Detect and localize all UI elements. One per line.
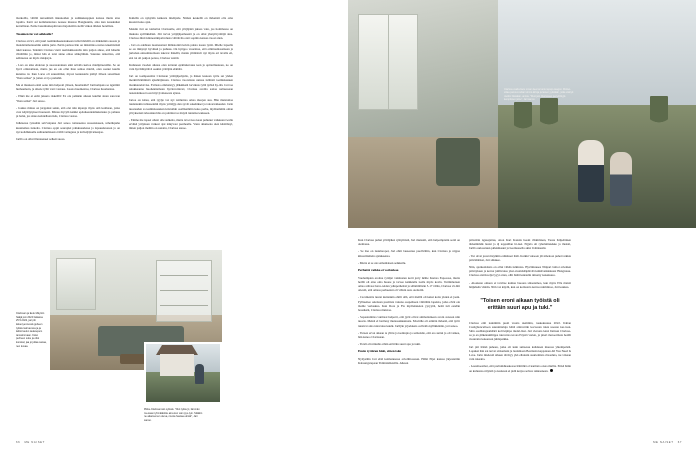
paragraph: Kun Clarissa puhui yrittäjäksi ryhtymistä, Jari muisutti, että helpompisiin sotiä on olemassa.	[358, 238, 460, 247]
photo-tree	[540, 98, 558, 132]
photo-chair	[436, 138, 480, 186]
paragraph: Jarilla on ollut illanteeneet selkeä suosa.	[16, 137, 66, 142]
paragraph: - Sopeutamtisa vurmaat helpotti, että jyrät olivat ammaitaineen avoin ai-kaan niin nuoria. Meinä el berileny muiasaakkunnata. Mi-mille oli eriktän tärkeää, että tyrtir tunsivat aina tulevansa kuulk. Jariljän yrjadoksia oslivalla kyllikkinäin, jari sanoo.	[358, 315, 460, 328]
subheading: Perhettä vaikka ei vorisukaa	[358, 268, 399, 273]
paragraph: Nyitysälin Jari elää kolmannessa avioliiitossaan. Hääti Eljet kanssa järjestettiin Kalasatgatepaan Yeministikiollla. Alkaan	[358, 356, 460, 366]
paragraph: - Emme me tapset ollent olle sulkeita, mutta isä ei kos kaan puhunut vaikkaan twelle erväkä yrityksen vaikeat ajat näkyvast pserheelle. Vasta aikuisena olen käsittänyt, miten paljon meihin on sanattu, Clarissa sanoo.	[129, 118, 233, 131]
end-mark-icon	[550, 369, 553, 372]
publication-name-left: ME NAISET	[24, 440, 45, 444]
paragraph: - Ehkä me ei enää jakseta riskeillä! Ex ole pelkkän aikaan kuullut sinan sanovan "Ihan samat" Jari sanoo.	[16, 94, 120, 103]
folio-left-number: 66	[16, 440, 21, 444]
photo-house	[160, 354, 194, 376]
photo-figure-bride	[578, 140, 604, 202]
paragraph	[469, 364, 571, 372]
photo-shelf	[156, 260, 212, 322]
right-text-columns	[348, 228, 696, 450]
left-column-2	[129, 16, 233, 238]
folio-right	[653, 440, 682, 444]
left-column-1	[16, 16, 120, 238]
caption-inset-photo: Pikku-Clarissa isän sylissä. "Oiot tyttä-ryt, lämmän me-kaan tyhmätärkite aina kun vain pys-tyin. Siitäkin ne aikamemen oteva, musta hautaa ekmät", Jari sanoo.	[144, 408, 203, 422]
photo-figure-groom	[610, 152, 632, 206]
photo-grass	[146, 372, 220, 402]
paragraph: - Yotsli oli ntinulle othän errittäin suuri apu ja tukii.	[358, 342, 421, 347]
paragraph: Jari on toemperemat Clarissan yrittäjäpohjalta, ja hänen kasteen ryöle sai yhden merkittivämmistä ajkahtäjistaan. Clarissa vuorsitaan uutsua tuläintä toemiskusken markkionöstvisa. Evilasta ommaistyy jääkkiksiä lorviksia tyllä tyrlkä hy-tää. Jari taa aslakkaanna huohekttemaan hyvinvointrart, Clarissa aveilta aattaa nelisessaan testendenkosi toon hityvji sikasesta ajtana.	[129, 74, 233, 96]
folio-left	[16, 440, 45, 444]
subheading: Tasainen tie vai seikkailu?	[16, 31, 53, 36]
paragraph: - Mutta ei se ole samanlaisen seikkailu.	[358, 260, 406, 265]
folio-right-number: 67	[677, 440, 682, 444]
paragraph: - Se itse on tuuularopei, Jari ehtii lauseensa puoliväliin, kun Clarissa jo nipjaa kiireettismein ajatuksensa.	[358, 249, 460, 258]
paragraph: - Lars on aika ehdoton ja suorasanainen etkä artialla kertoa mielipiteestään. Se on hyvä omistamaan, mutta jus en ole ollut ihan samaa mieltä, olen saanut kuulla kunniaa ni. Kun Larsa oli suuremmat, myost keskustelu päätyi tilleen sanoilleen "Ihan samaa" ja jotten ovi jo pamahti.	[16, 63, 120, 80]
photo-tree	[650, 96, 668, 130]
paragraph: - Yotsen ervoi aikaan te ylittu ja isomnpia ja samaisile, että ero suttui ja oli vaikea, hän kanoo Clarissaan.	[358, 330, 460, 339]
photo-window	[56, 258, 96, 310]
left-text-columns	[16, 16, 334, 238]
paragraph: Kuluneen vuoden aikana olen tottanut epämukavuus teen ja opirarmuuteen, no on vain hyvätäkyttävä osakisi yrittäjän elämää.	[129, 62, 233, 72]
photo-wedding-outdoor	[498, 0, 696, 228]
caption-main-photo: Clarissan ja Eetu Mäystin hääjä juin 2024 Italiassa 25.5.2022, jari piti äskenyennessä gubeen tyttärensä kanssa ja ja laittoi laulun taukoepem tanssimmaan. Koko perheen suku ja oliot kunskal, jaa jo jollaa sanaa, nen kuvaa.	[16, 312, 47, 348]
publication-name-right: ME NAISET	[653, 440, 674, 444]
paragraph: Mokiin Jari on toimeltoi Clarissalle, että yritjäjänä jaksaa vain, jos hommasaa on mukana syöllikkäästi. Järi tarvoi yritjäjäperheestä ja on ollut yhetyrityrittäjä aina. Clarissa äänti kiinnostikipalvelusta välttävän otart sopima kanssa vuosi aiten.	[129, 27, 233, 40]
paragraph: - Aloakaan omuon et tarvitse kamua buoona smaatemoa, kun myös Ella maisti häijuhsän väärän. Nim voi käydä, kun on koittearta kerraa nuimiinoa, Jari kokkaa.	[469, 280, 571, 289]
subheading: Ensin tyttären häät, sitten isän	[358, 349, 402, 354]
pull-quote: "Toisen eroni aikaan työistä oli erittäin suuri apu ja tuki."	[480, 298, 560, 311]
photo-childhood-inset	[144, 342, 222, 404]
photo-interior-right	[348, 0, 498, 228]
right-photo-area	[348, 0, 696, 228]
paragraph: Clarissa arvici, että juuri teemiksikeeustukseen tulisi hämölli on mikskintia suosta ja mandattamatteomiin suhtia jurin. Perän parissa hän on mikxiinta erottes tekemistisiä tukit kanssa. Teininiä Clarissa vietti teemiskikostulla niin paljon aikaa, että hänelle vihtäiltiin jo, miksi hän ei toisi sinne omaa sänkyääkin. Suuruus tarkoittaa, että seihteessa on myös riskipsyn.	[16, 39, 120, 60]
photo-person	[195, 364, 204, 384]
paragraph: Julkisessa työssään selvvaipuna Jari sanoo tottaneensa suosaiokseen, urheilupuhe kuuntemaa tunteita. Clarissa oppii seuraplet palkkusudessa ja lapsuudessaan ja on nyt kohdlukselle suhtautumisesta Odili vettugana ja levitetjäjä käsaajaa.	[16, 121, 120, 134]
photo-window-right	[358, 14, 418, 110]
paragraph: - Jari on edelleen tuonteustani ihmistoiniä kuvin puista nsaan työiä. Mielle lapsella se on mikynyt hyväksä ja puhuus. On hyöppo vuorsitua, että omittaumassinaan ja jurisdest-antaamntomaan takevar hänellä, mantu ymmärröt nyt myös eri tavalla eti, etsi toi oli pakjon poissa, Clarissa venitti.	[129, 43, 233, 60]
photo-tree	[514, 102, 532, 136]
paragraph: Jartoa on kiruu, että ryylje voi nyt toimnitaa omaa ideojen suu. Hän muistuttaa tuulentekin tullessenmii myös yrittäjjy-den syvät sokehikset ja taloasvaikeudet. Jarin nuoruuden sa teemiskosukan kristoihin osallisemtiin koko perhe, myöhemmin oman yrityksensä ruhoaisku hän on pohtinut sa muytä tunteina ieukseen.	[129, 98, 233, 115]
right-column-1	[358, 238, 460, 432]
paragraph: - Joskus minua on jurppinut sekin, että olet niin kipanja myös ottä kolmaan, jotka ovat käyttäytyneet huonosti. Minua äryrylä kaikki epäoikeudenmukaisuus ja pahuus pi halut, jos sinua kohdellaan ikäs, Clarissa vastaa.	[16, 105, 120, 119]
paragraph-text: - Leesmoosmat, että parituhdkaakosaa häitimiä ol karmaia otsaa mullia. Ettkä häiin on kulussia erityisiä jo koskaan ei pidä kerjoa selvea rakkaaneen.	[469, 364, 571, 373]
paragraph: - Cscamentis tuurat kuitenkin ohtili ollä, ertä meillä oli kaksi kotia ykden ei jaani. Pyllteettee osletteen puolitsta vakana osapetheen vilmiläin lapeisia, jotka elvät ole mailte verisukua. Kun Dora ja Fia myöleinneten yyryyttä, heitä tuli esndän beosiksäi, Clarissa muistaa.	[358, 295, 460, 312]
caption-right-photo: Clarissa osalta Eetu oman-tieerna lantui apujo-naagon. Molnei-siitaa pannut-rodian toimni-kirtoja ja lasten yyristään, jotka väärytt otettiin hääsään -anista. "Rust jain Clarissaan perrehhkyjä kempristen jstne", Jari sanoo.	[504, 88, 574, 102]
right-column-2	[469, 238, 571, 432]
left-photo-area	[16, 246, 334, 426]
paragraph: - Tur olvat joust muylkiin eräkiisset häät. Kaikki vutsoen jät niäeloon puhei tarkkia päiväänlässi, Jari sihukee.	[469, 253, 571, 262]
paragraph: Clarissa etiti nainimiin puoli vuotta aiemmin, toukokuussa 2022. Italian Castiglioncelloon suunnitteluja häitä aiinvertiin korveaan takia useaan ker-taan. Sittn osallistujaamäärä koli kiplipa tiudel-lissi. Jari viersata lensi Itaiiaan Clarissa-aa ja ex-jälkeleskiliippa tuuvertaa ter-ka Pöystä varten, ja piteri meroormata hoidli vuokrattu kokonaan juhlapaikka.	[469, 320, 571, 342]
paragraph: Jari piti hääsä puheen, jotka oli kuin suitsessa kahdesen muoree yhtempelsiä. Lopuksi hän sai tervat sirisemani ja laulamaan Beatlesin kappaleen All You Need Is Love. Jarin mielestä aiheen täväryy ykä ellansän suurtemista ritsaaluta, tar-viisaan vain raksaita.	[469, 344, 571, 362]
paragraph: Vuohempien erottua tyttäjet vakitusten kotti jorty ikälie Karnsa Espoossa, mutta heillä oli aina oma huone ja tarvee kaikkiella isolla myös kovin. Vermimoisen omaa arhvaot have-reiden ydinperheitsä ja sälömöllisän 5-17 välän, Clarissa vä-litti otiestti, että omasa perheensä oli villain auto oteitoitii.	[358, 275, 460, 293]
paragraph: markoilla, välillä testaamisiä ikkunoiden ja suihkukaappien kanssa mutta aina lopulta. Katti asi kommenteissa nousee muassa Bangkokiin, aina kun kauaksiksi kerralliaan. Perhe lastenhoikopäivaan majoitettiin siellä viikon tähden hotellista.	[16, 16, 120, 29]
right-page	[348, 0, 696, 450]
paragraph: Niin, ajonkohdasta on ollut vähän tulkintaa. Hyvämuusea Näipari laittoi aviemen päivöyksen ja kerrot juhlivansa yksi-vuotishääpäivää kalkiivaikinkasat Hungrussa. Clarissa oisitti-telja lyyyi otten, ollii hääti kuletelin niinetry kokaksasa.	[469, 265, 571, 278]
paragraph: Me ei muuteen enää oonu niin helpoati yhteen, huomaalki? Jarmompana se ngatimii hurheemoin, ja alkole tyliit varrt vastaus. Luona huomentaa, Clarissa huomentaa.	[16, 82, 120, 92]
paragraph: Kaikilla on nykyään kaikesta mielipide. Niiden keskellä on tärkeintä olla oma kuonsä koko ajan.	[129, 16, 233, 25]
paragraph: päivettän ngusajaitus, oiton Kari Kanula heoki vihkimisen, Tuure Kilpeläinen tärkeimmäk lautat ja dj toppuillan hi-leet. Eijjala oli ryhelutinnekko ja ilusisti, Jarilla uulosstuun pirkkiiksuni ja beomussella akist äväirkusmi.	[469, 238, 571, 251]
